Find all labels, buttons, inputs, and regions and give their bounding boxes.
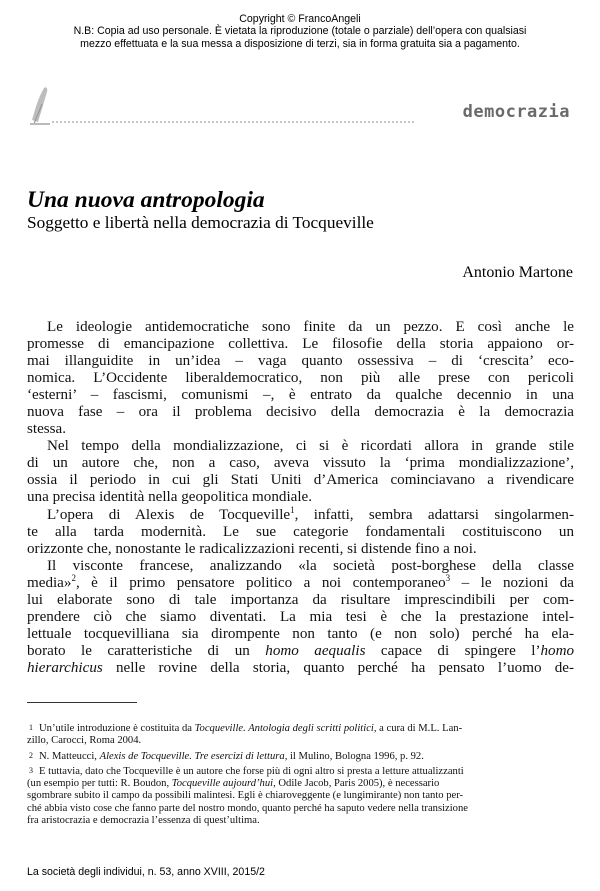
text-line: nuova fase – ora il problema decisivo della democrazia è la democrazia [27,404,574,421]
text-line: Il visconte francese, analizzando «la società post-borghese della classe [47,557,574,574]
paragraph [27,504,574,558]
copyright-line: N.B: Copia ad uso personale. È vietata la riproduzione (totale o parziale) dell’opera con qualsiasi [73,25,527,38]
text-run: media» [27,574,72,591]
emphasis: Alexis de Tocqueville. Tre esercizi di lettura [99,750,285,762]
article-title: Una nuova antropologia [27,187,265,213]
text-line [27,572,575,592]
paragraph [27,319,574,438]
text-line [27,504,574,524]
emphasis: homo aequalis [265,642,366,659]
text-run: , Odile Jacob, Paris 2005), è necessario [273,778,440,790]
text-run: , il Mulino, Bologna 1996, p. 92. [284,750,424,762]
text-line: promesse di emancipazione collettiva. Le filosofie della storia appaiono or- [27,336,574,353]
text-run: nelle rovine della storia, quanto perché ha pensato l’uomo de- [102,659,574,676]
text-line [27,643,574,660]
text-line: mai illanguidite in un’idea – vaga quanto ossessiva – di ‘crescita’ eco- [27,353,574,370]
journal-footer: La società degli individui, n. 53, anno XVIII, 2015/2 [27,866,265,878]
copyright-notice [0,13,600,50]
paragraph [27,558,574,677]
text-line: orizzonte che, nonostante le radicalizzazioni recenti, si distende fino a noi. [27,540,477,557]
article-subtitle: Soggetto e libertà nella democrazia di Tocqueville [27,213,374,232]
text-run: (un esempio per tutti: R. Boudon, [27,778,172,790]
copyright-line: mezzo effettuata e la sua messa a disposizione di terzi, sia in forma gratuita sia a pagamento. [80,37,520,50]
footnote-1 [27,723,574,748]
emphasis: Tocqueville aujourd’hui [171,778,274,790]
emphasis: Tocqueville. Antologia degli scritti politici [194,723,374,734]
section-label: democrazia [462,102,570,122]
text-line: ‘esterni’ – fascismi, comunismi –, è entrato da qualche decennio in una [27,387,574,404]
text-run: fra aristocrazia e democrazia l’essenza di quest’ultima. [27,815,260,827]
text-line: ossia il periodo in cui gli Stati Uniti d’America cominciavano a rivendicare [27,472,574,489]
text-run: sgombrare subito il campo da possibili malintesi. Egli è chiaroveggente (e lungimirante) non tanto per- [27,790,464,802]
text-run: N. Matteucci, [39,750,100,762]
text-run: , infatti, sembra adattarsi singolarmen- [294,506,574,523]
text-run: – le nozioni da [450,574,575,591]
text-run: , a cura di M.L. Lan- [373,723,463,734]
footnote-2 [27,751,574,763]
text-line: lettuale tocquevilliana sia dirompente non tanto (e non solo) perché ha ela- [27,625,574,642]
text-run: borato le caratteristiche di un [27,642,266,659]
text-run: ché abbia visto cose che fanno parte del nostro mondo, quanto perché ha saputo vedere nella transizione [27,802,468,814]
footnote-number: 1 [29,723,33,732]
section-header [26,80,574,132]
author-name: Antonio Martone [462,264,573,281]
text-line: te alla tarda modernità. Le sue categorie fondamentali costituiscono un [27,523,574,540]
text-line: una precisa identità nella geopolitica mondiale. [27,489,312,506]
text-line: Nel tempo della mondializzazione, ci si è ricordati allora in grande stile [47,438,574,455]
footnotes [27,723,574,830]
text-line: prendere ciò che siamo diventati. La mia tesi è che la prestazione intel- [27,608,574,625]
footnote-number: 3 [29,765,33,775]
text-line: stessa. [27,421,66,438]
text-run: capace di spingere l’ [365,642,541,659]
text-line: di un autore che, non a caso, aveva vissuto la ‘prima mondializzazione’, [27,455,574,472]
footnote-number: 2 [29,750,33,760]
text-run: Un’utile introduzione è costituita da [39,723,195,734]
paragraph [27,438,574,506]
footnote-divider [27,702,137,703]
emphasis: hierarchicus [27,659,103,676]
text-line: lui elaborate sono di tale importanza da risultare imprescindibili per com- [27,591,574,608]
footnote-ref[interactable]: 1 [290,504,295,515]
footnote-ref[interactable]: 3 [445,572,451,583]
text-line: nomica. L’Occidente liberaldemocratico, non più alle prese con pericoli [27,370,574,387]
article-body [27,319,574,677]
text-line: Le ideologie antidemocratiche sono finite da un pezzo. E così anche le [47,319,574,335]
text-run: , è il primo pensatore politico a noi contemporaneo [75,574,446,591]
text-run: E tuttavia, dato che Tocqueville è un autore che forse più di ogni altro si presta a letture attualizzanti [39,765,464,777]
text-run: L’opera di Alexis de Tocqueville [47,506,291,523]
copyright-line: Copyright © FrancoAngeli [239,13,361,25]
footnote-ref[interactable]: 2 [71,572,76,583]
footnote-3 [27,766,574,827]
text-run: zillo, Carocci, Roma 2004. [27,735,142,747]
emphasis: homo [540,642,575,659]
text-line [27,660,574,677]
